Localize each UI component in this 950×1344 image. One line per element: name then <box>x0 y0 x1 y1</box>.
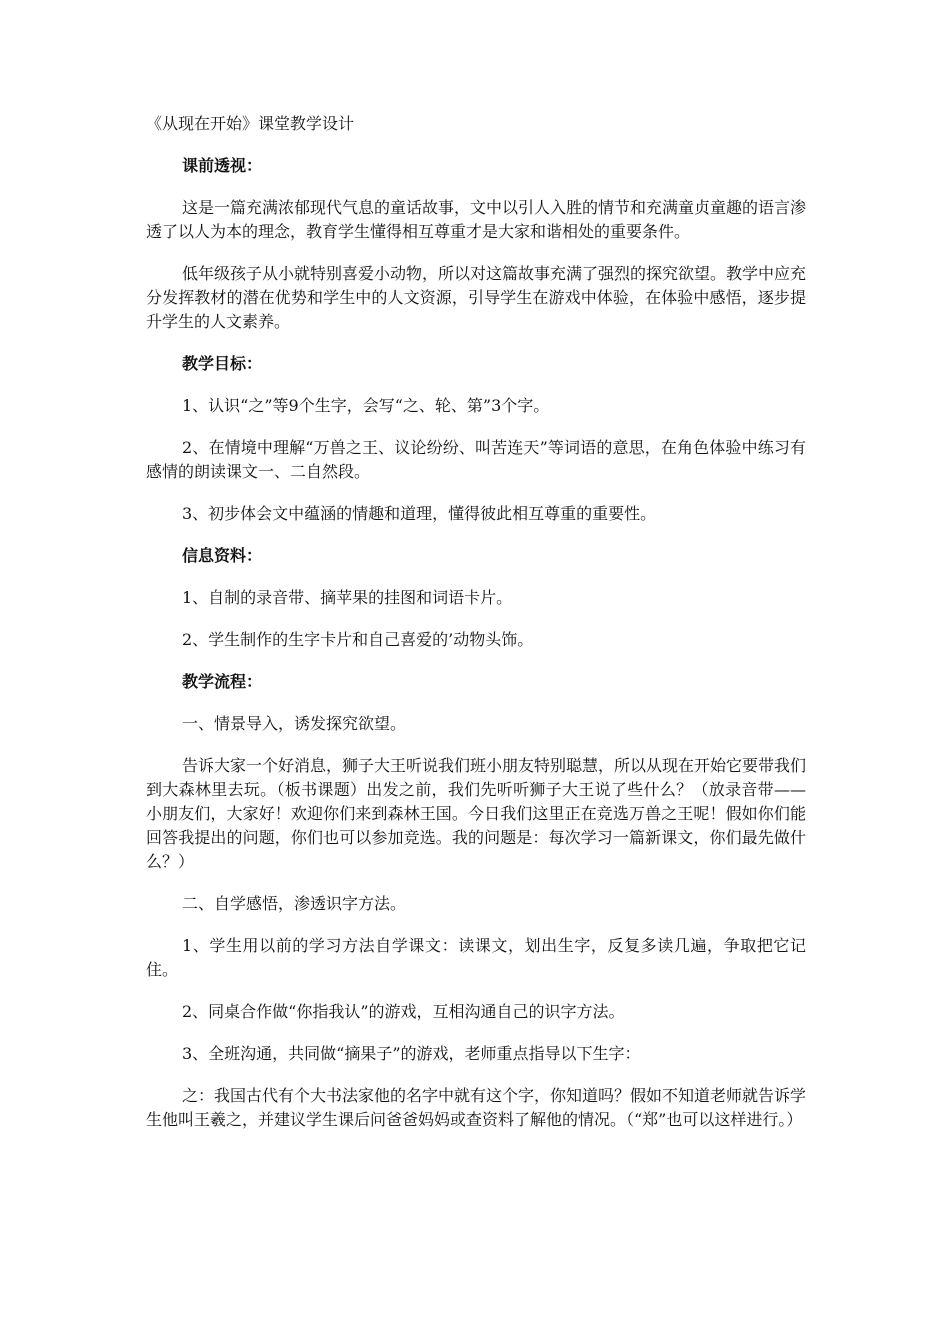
paragraph: 2、学生制作的生字卡片和自己喜爱的’动物头饰。 <box>182 630 534 649</box>
section-heading-preview: 课前透视： <box>182 156 263 175</box>
paragraph: 2、在情境中理解“万兽之王、议论纷纷、叫苦连天”等词语的意思，在角色体验中练习有感情的朗读课文一、二自然段。 <box>146 438 806 481</box>
document-title: 《从现在开始》课堂教学设计 <box>146 114 355 133</box>
section-heading-goals: 教学目标： <box>182 354 263 373</box>
document-page <box>146 112 806 1150</box>
paragraph: 之：我国古代有个大书法家他的名字中就有这个字，你知道吗？假如不知道老师就告诉学生他叫王羲之，并建议学生课后问爸爸妈妈或查资料了解他的情况。（“郑”也可以这样进行。） <box>146 1086 807 1129</box>
paragraph: 1、学生用以前的学习方法自学课文：读课文，划出生字，反复多读几遍，争取把它记住。 <box>146 936 806 979</box>
paragraph: 1、认识“之”等9个生字，会写“之、轮、第”3个字。 <box>182 396 550 415</box>
paragraph: 低年级孩子从小就特别喜爱小动物，所以对这篇故事充满了强烈的探究欲望。教学中应充分发挥教材的潜在优势和学生中的人文资源，引导学生在游戏中体验，在体验中感悟，逐步提升学生的人文素养。 <box>146 264 807 331</box>
paragraph: 1、自制的录音带、摘苹果的挂图和词语卡片。 <box>182 588 513 607</box>
paragraph: 3、初步体会文中蕴涵的情趣和道理，懂得彼此相互尊重的重要性。 <box>182 504 657 523</box>
paragraph: 这是一篇充满浓郁现代气息的童话故事，文中以引人入胜的情节和充满童贞童趣的语言渗透了以人为本的理念，教育学生懂得相互尊重才是大家和谐相处的重要条件。 <box>146 198 807 241</box>
paragraph: 二、自学感悟，渗透识字方法。 <box>182 894 407 913</box>
paragraph: 一、情景导入，诱发探究欲望。 <box>182 714 407 733</box>
section-heading-materials: 信息资料： <box>182 546 263 565</box>
paragraph: 告诉大家一个好消息，狮子大王听说我们班小朋友特别聪慧，所以从现在开始它要带我们到大森林里去玩。（板书课题）出发之前，我们先听听狮子大王说了些什么？（放录音带——小朋友们，大家好！欢迎你们来到森林王国。今日我们这里正在竞选万兽之王呢！假如你们能回答我提出的问题，你们也可以参加竞选。我的问题是：每次学习一篇新课文，你们最先做什么？） <box>146 756 807 871</box>
paragraph: 2、同桌合作做“你指我认”的游戏，互相沟通自己的识字方法。 <box>182 1002 625 1021</box>
paragraph: 3、全班沟通，共同做“摘果子”的游戏，老师重点指导以下生字： <box>182 1044 641 1063</box>
section-heading-process: 教学流程： <box>182 672 263 691</box>
